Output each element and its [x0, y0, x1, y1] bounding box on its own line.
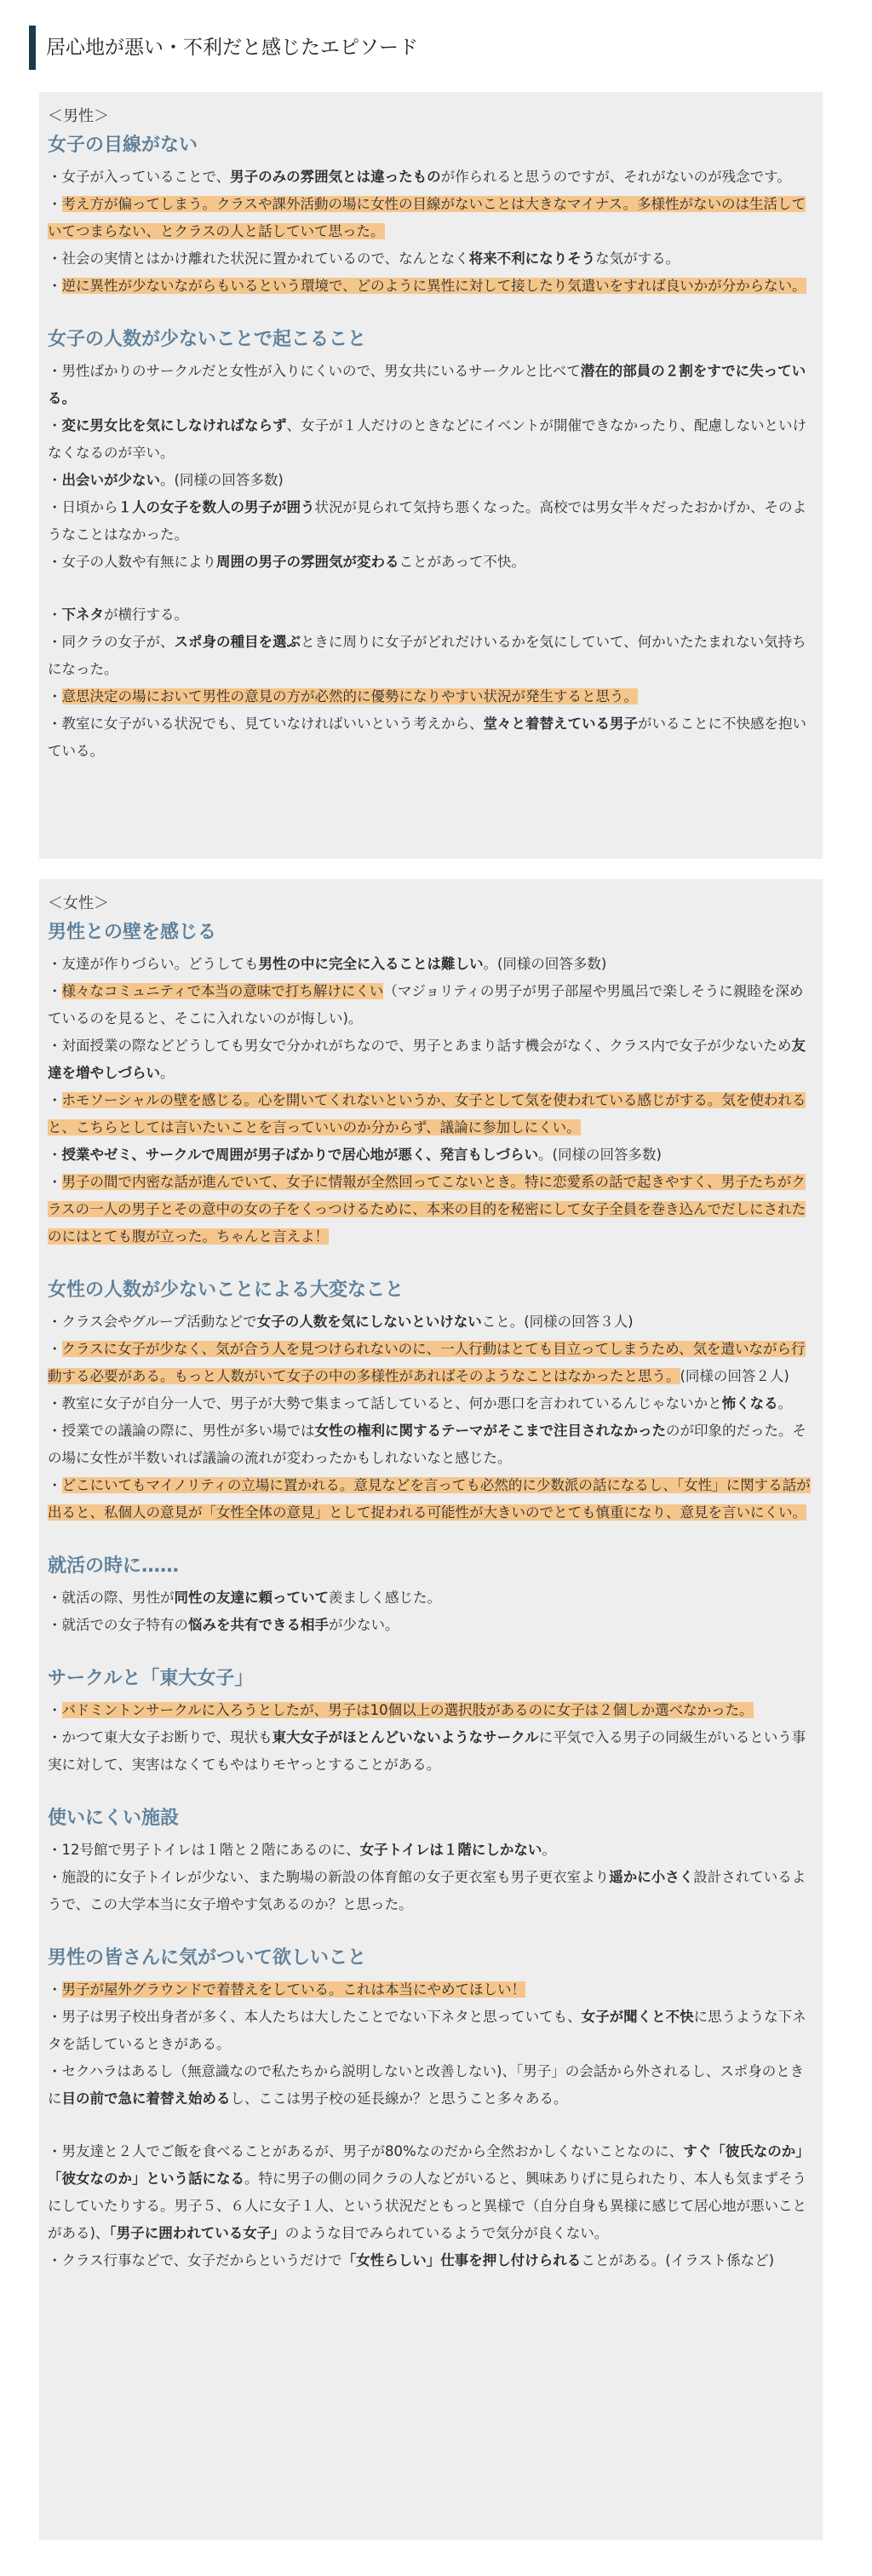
- bold-text: 下ネタ: [61, 607, 104, 623]
- text-run: 状況が見られて気持ち悪くなった。高校では男女半々だったおかげか、そのようなことはなかった。: [48, 499, 806, 543]
- text-run: ・: [48, 278, 62, 294]
- episode-item: [48, 1864, 814, 1918]
- text-run: ・: [48, 1147, 62, 1163]
- text-run: ・日頃から: [48, 499, 118, 515]
- text-run: ・就活での女子特有の: [48, 1617, 188, 1633]
- paragraph-gap: [48, 2113, 814, 2138]
- text-run: ・クラス会やグループ活動などで: [48, 1314, 257, 1330]
- section-heading: 男性との壁を感じる: [48, 922, 217, 943]
- text-run: ・女子が入っていることで、: [48, 169, 231, 185]
- episode-item: [48, 978, 814, 1032]
- bold-text: １人の女子を数人の男子が囲う: [118, 499, 315, 515]
- text-run: ・男友達と２人でご飯を食べることがあるが、男子が80%なのだから全然おかしくないことなのに、: [48, 2143, 684, 2159]
- text-run: に平気で入る男子の同級生がいるという事実に対して、実害はなくてもやはりモヤっとすることがある。: [48, 1729, 806, 1773]
- text-run: ・施設的に女子トイレが少ない、また駒場の新設の体育館の女子更衣室も男子更衣室より: [48, 1869, 610, 1885]
- text-run: のが印象的だった。その場に女性が半数いれば議論の流れが変わったかもしれないなと感じた。: [48, 1423, 806, 1466]
- text-run: が横行する。: [104, 607, 188, 623]
- section-heading: 男性の皆さんに気がついて欲しいこと: [48, 1947, 367, 1969]
- episode-section: [48, 1552, 814, 1639]
- highlighted-text: 意思決定の場において男性の意見の方が必然的に優勢になりやすい状況が発生すると思う。: [61, 688, 638, 704]
- text-run: し、ここは男子校の延長線か？と思うこと多々ある。: [230, 2090, 568, 2107]
- text-run: 。(同様の回答多数): [160, 472, 284, 488]
- section-heading: サークルと「東大女子」: [48, 1668, 254, 1689]
- highlighted-text: 男子の間で内密な話が進んでいて、女子に情報が全然回ってこないとき。特に恋愛系の話で起きやすく、男子たちがクラスの一人の男子とその意中の女の子をくっつけるために、本来の目的を秘密にして女子全員を巻き込んでだしにされたのにはとても腹が立った。ちゃんと言えよ！: [48, 1174, 806, 1245]
- highlighted-text: バドミントンサークルに入ろうとしたが、男子は10個以上の選択肢があるのに女子は２個しか選べなかった。: [61, 1702, 754, 1718]
- bold-text: 東大女子がほとんどいないようなサークル: [272, 1729, 539, 1745]
- episode-section: [48, 131, 814, 300]
- text-run: 。(同様の回答多数): [538, 1147, 662, 1163]
- bold-text: 出会いが少ない: [61, 472, 160, 488]
- episode-item: [48, 2004, 814, 2058]
- text-run: ・就活の際、男性が: [48, 1590, 175, 1606]
- episode-item: [48, 683, 814, 710]
- bold-text: 「男子に囲われている女子」: [109, 2225, 285, 2241]
- text-run: ・男性ばかりのサークルだと女性が入りにくいので、男女共にいるサークルと比べて: [48, 363, 581, 379]
- episode-item: [48, 191, 814, 245]
- bold-text: 怖くなる: [721, 1395, 778, 1412]
- section-heading: 女性の人数が少ないことによる大変なこと: [48, 1279, 404, 1301]
- text-run: ・教室に女子がいる状況でも、見ていなければいいという考えから、: [48, 716, 484, 732]
- text-run: ・かつて東大女子お断りで、現状も: [48, 1729, 272, 1745]
- male-responses-panel: [39, 92, 823, 859]
- episode-item: [48, 412, 814, 467]
- episode-item: [48, 494, 814, 549]
- episode-item: [48, 1612, 814, 1639]
- text-run: こと。(同様の回答３人): [481, 1314, 634, 1330]
- text-run: ・セクハラはあるし（無意識なので私たちから説明しないと改善しない)、「男子」の会話から外されるし、スポ身のときに: [48, 2063, 805, 2107]
- bold-text: 「女性らしい」仕事を押し付けられる: [341, 2252, 582, 2268]
- bold-text: 授業やゼミ、サークルで周囲が男子ばかりで居心地が悪く、発言もしづらい: [61, 1147, 539, 1163]
- episode-item: [48, 273, 814, 300]
- text-run: 羨ましく感じた。: [329, 1590, 441, 1606]
- episode-section: [48, 918, 814, 1251]
- episode-item: [48, 2058, 814, 2113]
- episode-item: [48, 1087, 814, 1141]
- text-run: ・: [48, 1477, 62, 1493]
- text-run: ・: [48, 607, 62, 623]
- text-run: 。: [160, 1065, 175, 1081]
- episode-item: [48, 2247, 814, 2274]
- text-run: ・: [48, 688, 62, 704]
- text-run: ・友達が作りづらい。どうしても: [48, 956, 259, 972]
- episode-item: [48, 1141, 814, 1169]
- text-run: がいることに不快感を抱いている。: [48, 716, 806, 759]
- bold-text: 男子のみの雰囲気とは違ったもの: [230, 169, 441, 185]
- text-run: な気がする。: [595, 250, 680, 267]
- episode-item: [48, 467, 814, 494]
- bold-text: スポ身の種目を選ぶ: [174, 634, 301, 650]
- text-run: ・授業での議論の際に、男性が多い場では: [48, 1423, 315, 1439]
- text-run: ・: [48, 1174, 62, 1190]
- episode-item: [48, 1032, 814, 1087]
- episode-item: [48, 1724, 814, 1779]
- bold-text: 堂々と着替えている男子: [483, 716, 638, 732]
- bold-text: 女性の権利に関するテーマがそこまで注目されなかった: [314, 1423, 666, 1439]
- episode-section: [48, 1804, 814, 1918]
- text-run: に思うような下ネタを話しているときがある。: [48, 2009, 806, 2052]
- text-run: ・社会の実情とはかけ離れた状況に置かれているので、なんとなく: [48, 250, 469, 267]
- episode-section: [48, 325, 814, 765]
- highlighted-text: どこにいてもマイノリティの立場に置かれる。意見などを言っても必然的に少数派の話になるし、「女性」に関する話が出ると、私個人の意見が「女性全体の意見」として捉われる可能性が大きいのでとても慎重になり、意見を言いにくい。: [48, 1477, 811, 1521]
- bold-text: 同性の友達に頼っていて: [174, 1590, 329, 1606]
- text-run: （マジョリティの男子が男子部屋や男風呂で楽しそうに親睦を深めているのを見ると、そこに入れないのが悔しい)。: [48, 983, 804, 1026]
- episode-section: [48, 1665, 814, 1779]
- episode-item: [48, 245, 814, 273]
- text-run: が少ない。: [329, 1617, 399, 1633]
- text-run: ことがあって不快。: [399, 554, 525, 570]
- episode-item: [48, 629, 814, 683]
- text-run: ・教室に女子が自分一人で、男子が大勢で集まって話していると、何か悪口を言われているんじゃないかと: [48, 1395, 722, 1412]
- text-run: (同様の回答２人): [680, 1368, 789, 1384]
- text-run: ・男子は男子校出身者が多く、本人たちは大したことでない下ネタと思っていても、: [48, 2009, 582, 2025]
- episode-item: [48, 1697, 814, 1724]
- episode-item: [48, 951, 814, 978]
- text-run: ・: [48, 1702, 62, 1718]
- text-run: 、女子が１人だけのときなどにイベントが開催できなかったり、配慮しないといけなくなるのが辛い。: [48, 417, 806, 461]
- episode-item: [48, 1417, 814, 1472]
- respondent-group-label: ＜女性＞: [48, 894, 109, 912]
- bold-text: 遥かに小さく: [609, 1869, 694, 1885]
- episode-item: [48, 1976, 814, 2004]
- text-run: ときに周りに女子がどれだけいるかを気にしていて、何かいたたまれない気持ちになった。: [48, 634, 806, 677]
- text-run: 。特に男子の側の同クラの人などがいると、興味ありげに見られたり、本人も気まずそうにしていたりする。男子５、６人に女子１人、という状況だともっと異様で（自分自身も異様に感じて居心地が悪いことがある)、: [48, 2171, 806, 2241]
- text-run: ことがある。(イラスト係など): [581, 2252, 775, 2268]
- episode-item: [48, 710, 814, 765]
- episode-item: [48, 2138, 814, 2247]
- text-run: ・クラス行事などで、女子だからというだけで: [48, 2252, 342, 2268]
- text-run: ・: [48, 1981, 62, 1998]
- episode-item: [48, 1390, 814, 1417]
- bold-text: 潜在的部員の２割をすでに失っている。: [48, 363, 806, 406]
- episode-item: [48, 1169, 814, 1251]
- text-run: ・: [48, 196, 62, 212]
- bold-text: 目の前で急に着替え始める: [61, 2090, 231, 2107]
- text-run: ・: [48, 417, 62, 434]
- text-run: ・: [48, 983, 62, 999]
- bold-text: 男性の中に完全に入ることは難しい: [258, 956, 484, 972]
- episode-section: [48, 1944, 814, 2274]
- section-heading: 使いにくい施設: [48, 1808, 180, 1829]
- episode-item: [48, 164, 814, 191]
- text-run: ・対面授業の際などどうしても男女で分かれがちなので、男子とあまり話す機会がなく、クラス内で女子が少ないため: [48, 1038, 792, 1054]
- text-run: 設計されているようで、この大学本当に女子増やす気あるのか？と思った。: [48, 1869, 806, 1912]
- section-heading: 就活の時に……: [48, 1555, 180, 1577]
- highlighted-text: 様々なコミュニティで本当の意味で打ち解けにくい: [61, 983, 384, 999]
- text-run: が作られると思うのですが、それがないのが残念です。: [440, 169, 791, 185]
- text-run: ・女子の人数や有無により: [48, 554, 216, 570]
- bold-text: 将来不利になりそう: [468, 250, 596, 267]
- episode-item: [48, 1472, 814, 1527]
- page-title: 居心地が悪い・不利だと感じたエピソード: [29, 26, 829, 70]
- paragraph-gap: [48, 576, 814, 601]
- bold-text: 友達を増やしづらい: [48, 1038, 806, 1081]
- respondent-group-label: ＜男性＞: [48, 107, 109, 125]
- text-run: のような目でみられているようで気分が良くない。: [284, 2225, 609, 2241]
- text-run: ・: [48, 1092, 62, 1108]
- highlighted-text: ホモソーシャルの壁を感じる。心を開いてくれないというか、女子として気を使われている感じがする。気を使われると、こちらとしては言いたいことを言っていいのか分からず、議論に参加しにくい。: [48, 1092, 806, 1136]
- episode-section: [48, 1276, 814, 1527]
- episode-item: [48, 1308, 814, 1336]
- episode-item: [48, 1837, 814, 1864]
- bold-text: 周囲の男子の雰囲気が変わる: [216, 554, 399, 570]
- bold-text: 変に男女比を気にしなければならず: [61, 417, 287, 434]
- section-heading: 女子の目線がない: [48, 135, 198, 156]
- episode-item: [48, 358, 814, 412]
- episode-item: [48, 1584, 814, 1612]
- bold-text: すぐ「彼氏なのか」「彼女なのか」という話になる: [48, 2143, 810, 2187]
- bold-text: 女子の人数を気にしないといけない: [256, 1314, 482, 1330]
- highlighted-text: クラスに女子が少なく、気が合う人を見つけられないのに、一人行動はとても目立ってしまうため、気を遣いながら行動する必要がある。もっと人数がいて女子の中の多様性があればそのようなことはなかったと思う。: [48, 1341, 806, 1384]
- section-heading: 女子の人数が少ないことで起こること: [48, 329, 367, 350]
- episode-item: [48, 601, 814, 629]
- highlighted-text: 考え方が偏ってしまう。クラスや課外活動の場に女性の目線がないことは大きなマイナス。多様性がないのは生活していてつまらない、とクラスの人と話していて思った。: [48, 196, 806, 239]
- episode-item: [48, 549, 814, 576]
- female-responses-panel: [39, 879, 823, 2540]
- bold-text: 悩みを共有できる相手: [188, 1617, 329, 1633]
- text-run: 。(同様の回答多数): [483, 956, 607, 972]
- text-run: ・: [48, 472, 62, 488]
- text-run: 。: [777, 1395, 793, 1412]
- highlighted-text: 男子が屋外グラウンドで着替えをしている。これは本当にやめてほしい！: [61, 1981, 525, 1998]
- bold-text: 女子トイレは１階にしかない: [359, 1842, 542, 1858]
- text-run: 。: [542, 1842, 556, 1858]
- highlighted-text: 逆に異性が少ないながらもいるという環境で、どのように異性に対して接したり気遣いをすれば良いかが分からない。: [61, 278, 806, 294]
- episode-item: [48, 1336, 814, 1390]
- bold-text: 女子が聞くと不快: [581, 2009, 694, 2025]
- text-run: ・同クラの女子が、: [48, 634, 175, 650]
- text-run: ・12号館で男子トイレは１階と２階にあるのに、: [48, 1842, 360, 1858]
- text-run: ・: [48, 1341, 62, 1357]
